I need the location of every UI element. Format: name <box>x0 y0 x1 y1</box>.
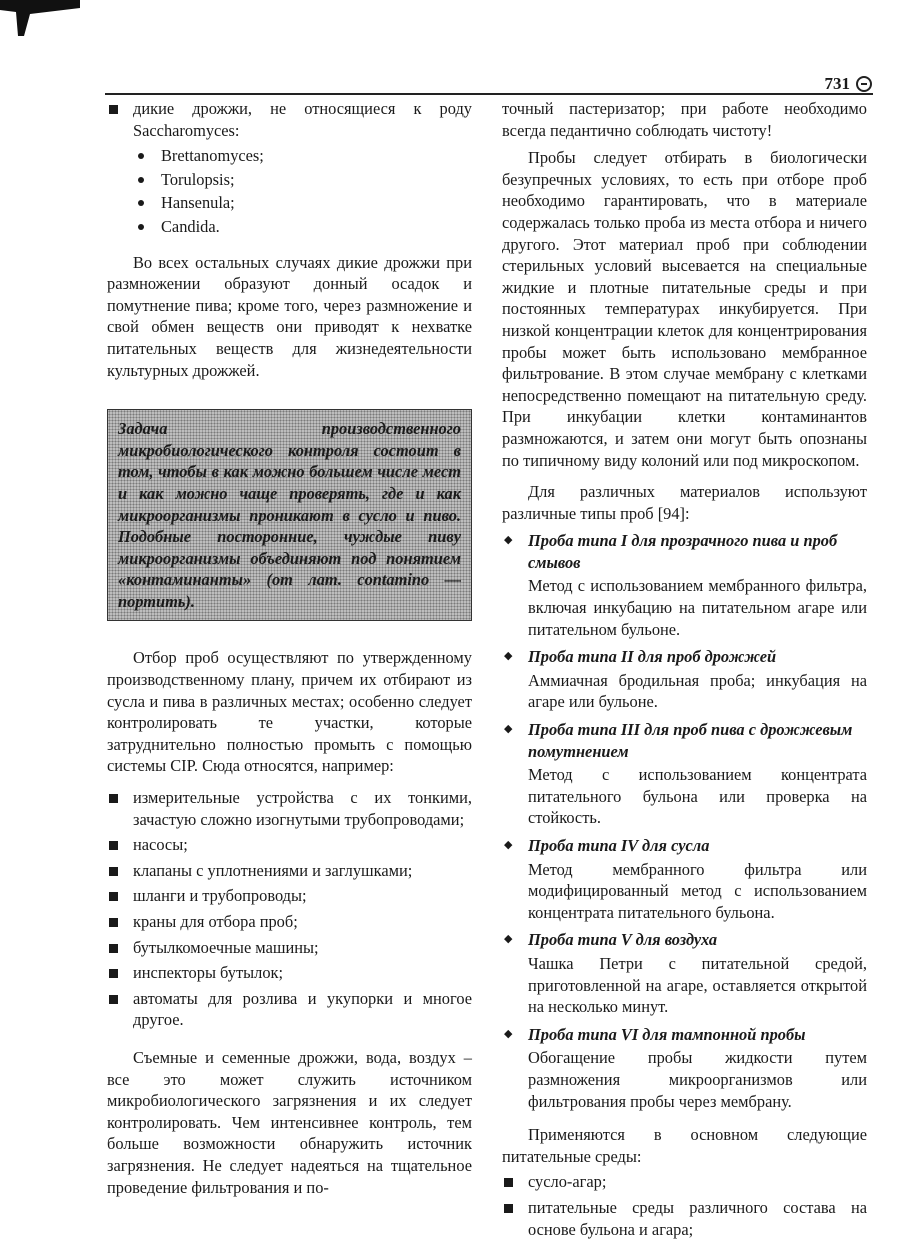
list-item: питательные среды различного состава на основе бульона и агара; <box>502 1197 867 1240</box>
header-rule <box>105 93 873 95</box>
paragraph: Отбор проб осуществляют по утвержденному производственному плану, причем их отбирают из сусла и пива в различных местах; особенно следует контролировать те участки, которые затруднительно полностью промыть с помощью системы CIP. Сюда относятся, например: <box>107 648 472 776</box>
list-item: бутылкомоечные машины; <box>107 937 472 959</box>
list-item: клапаны с уплотнениями и заглушками; <box>107 860 472 882</box>
list-item: Hansenula; <box>135 192 472 214</box>
probe-type-5 <box>502 929 867 1017</box>
list-item: сусло-агар; <box>502 1171 867 1193</box>
page-number-text: 731 <box>824 74 850 93</box>
probe-title: ◆ Проба типа I для прозрачного пива и проб смывов <box>502 530 867 573</box>
list-item: дикие дрожжи, не относящиеся к роду Saccharomyces: <box>107 98 472 141</box>
probe-title: ◆ Проба типа IV для сусла <box>502 835 867 857</box>
paragraph: Пробы следует отбирать в биологически безупречных условиях, то есть при отборе проб необходимо гарантировать, что в материале содержалась только проба из места отбора и ничего другого. Этот материал проб при соблюдении стерильных условий высевается на специальные жидкие и плотные питательные среды и при постоянных температурах инкубируется. При низкой концентрации клеток для концентрирования пробы может быть использовано мембранное фильтрование. В этом случае мембрану с клетками непосредственно помещают на питательную среду. При инкубации клетки контаминантов размножаются, и затем они могут быть опознаны по типичному виду колоний или под микроскопом. <box>502 148 867 470</box>
list-item: Brettanomyces; <box>135 145 472 167</box>
paragraph: Применяются в основном следующие питательные среды: <box>502 1125 867 1166</box>
paragraph: Во всех остальных случаях дикие дрожжи при размножении образуют донный осадок и помутнение пива; кроме того, через размножение и свой обмен веществ они приводят к нехватке питательных веществ для жизнедеятельности культурных дрожжей. <box>107 252 472 380</box>
probe-title: ◆ Проба типа III для проб пива с дрожжевым помутнением <box>502 719 867 762</box>
list-item: шланги и трубопроводы; <box>107 885 472 907</box>
minus-circle-icon <box>856 76 872 92</box>
list-item: насосы; <box>107 834 472 856</box>
probe-description: Аммиачная бродильная проба; инкубация на агаре или бульоне. <box>528 670 867 712</box>
probe-type-1 <box>502 530 867 640</box>
list-item: Candida. <box>135 216 472 238</box>
probe-description: Метод с использованием мембранного фильтра, включая инкубацию на питательном агаре или питательном бульоне. <box>528 576 867 639</box>
corner-crop-mark <box>0 0 80 40</box>
probe-title: ◆ Проба типа VI для тампонной пробы <box>502 1024 867 1046</box>
probe-title: ◆ Проба типа II для проб дрожжей <box>502 646 867 668</box>
list-item: автоматы для розлива и укупорки и многое другое. <box>107 988 472 1031</box>
probe-description: Метод с использованием концентрата питательного бульона или проверка на стойкость. <box>528 765 867 828</box>
probe-title: ◆ Проба типа V для воздуха <box>502 929 867 951</box>
page-number <box>825 74 873 94</box>
list-item: Torulopsis; <box>135 169 472 191</box>
probe-type-2 <box>502 646 867 713</box>
probe-description: Метод мембранного фильтра или модифицированный метод с использованием концентрата питательного бульона. <box>528 859 867 922</box>
list-item: краны для отбора проб; <box>107 911 472 933</box>
places-list <box>107 787 472 1031</box>
probe-type-3 <box>502 719 867 829</box>
probe-description: Обогащение пробы жидкости путем размножения микроорганизмов или фильтрования пробы через мембрану. <box>528 1048 867 1111</box>
probe-type-6 <box>502 1024 867 1112</box>
right-column <box>502 98 867 1244</box>
media-list <box>502 1171 867 1240</box>
left-column <box>107 98 472 1198</box>
highlight-box: Задача производственного микробиологического контроля состоит в том, чтобы в как можно большем числе мест и как можно чаще проверять, где и как микроорганизмы проникают в сусло и пиво. Подобные посторонние, чуждые пиву микроорганизмы объединяют под понятием «контаминанты» (от лат. contamino — портить). <box>107 409 472 621</box>
paragraph: Для различных материалов используют различные типы проб [94]: <box>502 482 867 523</box>
list-item: измерительные устройства с их тонкими, зачастую сложно изогнутыми трубопроводами; <box>107 787 472 830</box>
genera-list <box>135 145 472 237</box>
list-item: инспекторы бутылок; <box>107 962 472 984</box>
probe-description: Чашка Петри с питательной средой, приготовленной на агаре, оставляется открытой на несколько минут. <box>528 953 867 1017</box>
paragraph: Съемные и семенные дрожжи, вода, воздух – все это может служить источником микробиологического загрязнения и их следует контролировать. Чем интенсивнее контроль, тем больше возможности обнаружить источник загрязнения. Не следует надеяться на тщательное проведение фильтрования и по- <box>107 1047 472 1197</box>
paragraph: точный пастеризатор; при работе необходимо всегда педантично соблюдать чистоту! <box>502 99 867 140</box>
intro-list <box>107 98 472 141</box>
probe-type-4 <box>502 835 867 923</box>
